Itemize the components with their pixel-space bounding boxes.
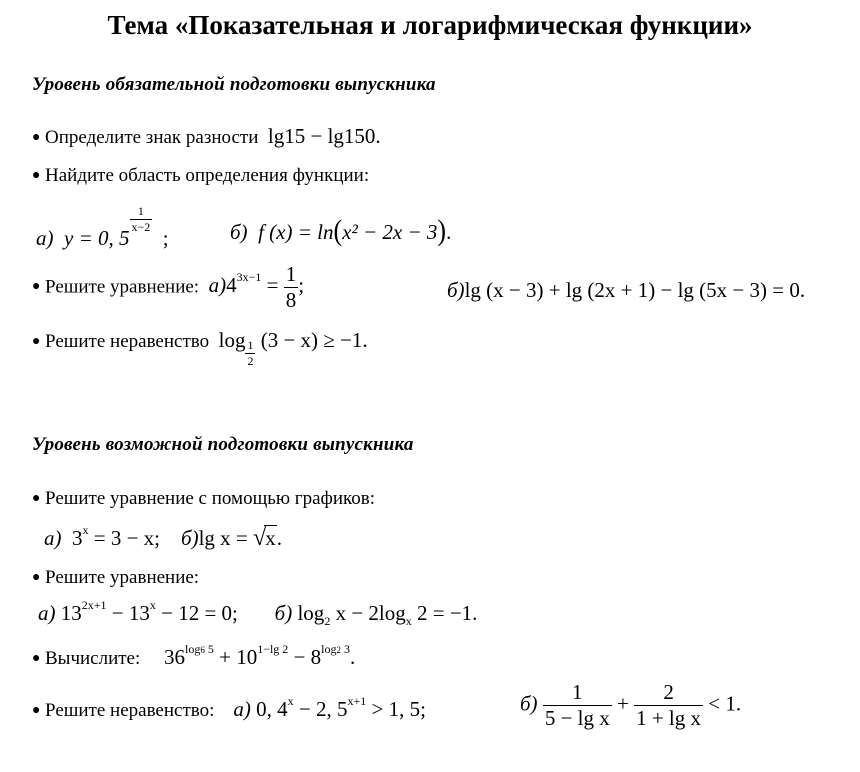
bullet-icon: ● (32, 570, 41, 585)
fraction: $\frac{2}{\text{1 + lg x}}$ (636, 680, 702, 730)
bullet-icon: ● (32, 168, 41, 183)
part-label: б) (447, 278, 465, 302)
math-expression: lg (x − 3) + lg (2x + 1) − lg (5x − 3) = 0. (464, 278, 806, 302)
part-label: а) (233, 697, 251, 721)
task-inequality-1: ● Решите неравенство log $\frac{1}{2}$ (3 − x) ≥ −1. (32, 328, 368, 368)
task-text: Определите знак разности (45, 127, 259, 148)
part-label: а) (208, 273, 227, 298)
math-expression: lg15 − lg150. (267, 124, 381, 148)
task-inequality-2-part-b: б) $\frac{1}{\text{5 − lg x}}$ + $\frac{2}{\text{1 + lg x}}$ < 1. (520, 680, 742, 730)
task-graph-equation-parts: а) $3^x = 3 - x$; б)lg x = √x. (44, 523, 282, 551)
math-expression: (3 − x) ≥ −1. (260, 328, 368, 352)
task-text: Решите уравнение: (45, 276, 200, 298)
part-label: а) (44, 526, 62, 550)
bullet-icon: ● (32, 651, 41, 666)
task-text: Найдите область определения функции: (45, 165, 370, 186)
section-heading-possible: Уровень возможной подготовки выпускника (32, 434, 414, 455)
task-solve-equation-1-part-b (447, 278, 805, 303)
fraction: $\frac{1}{\text{5 − lg x}}$ (544, 680, 610, 730)
exponent-fraction: $\frac{1}{x-2}$ (131, 204, 151, 234)
page-title: Тема «Показательная и логарифмическая функции» (107, 10, 753, 40)
bullet-icon: ● (32, 279, 41, 295)
task-text: Решите неравенство (45, 331, 210, 352)
task-graph-equation (32, 488, 375, 510)
task-domain-part-a: а) y = 0, 5 $\frac{1}{x-2}$ ; (36, 204, 169, 250)
task-text: Вычислите: (45, 648, 141, 669)
task-compute: ● Вычислите: $36^{log6 5} + 10^{1-lg 2} - 8^{log2 3}$. (32, 642, 356, 669)
task-text: Решите уравнение: (45, 567, 200, 588)
task-solve-equation-2 (32, 567, 199, 589)
part-label: а) (36, 226, 54, 250)
square-root: √x (253, 525, 276, 551)
task-inequality-2: ● Решите неравенство: а) 0, $4^x - 2$, $5^{x+1} > 1$, 5; (32, 694, 426, 721)
part-label: б) (181, 526, 199, 550)
task-text: Решите уравнение с помощью графиков: (45, 488, 376, 509)
part-label: б) (274, 601, 293, 625)
task-text: Решите неравенство: (45, 700, 215, 721)
math-expression: y = 0, 5 (64, 226, 130, 250)
task-domain (32, 165, 369, 187)
section-heading-mandatory: Уровень обязательной подготовки выпускника (32, 74, 436, 95)
bullet-icon: ● (32, 334, 41, 349)
part-label: б) (520, 691, 538, 716)
math-expression: f (x) = ln (258, 220, 334, 244)
fraction: $\frac{1}{8}$ (285, 262, 297, 312)
bullet-icon: ● (32, 703, 41, 718)
part-label: а) (38, 601, 56, 625)
log-base-fraction: $\frac{1}{2}$ (247, 338, 254, 368)
task-domain-part-b: б) f (x) = ln(x² − 2x − 3). (230, 213, 452, 248)
bullet-icon: ● (32, 130, 41, 145)
bullet-icon: ● (32, 491, 41, 506)
task-sign-difference (32, 124, 381, 149)
part-label: б) (230, 220, 248, 244)
task-solve-equation-1: ● Решите уравнение: $а)4^{3x-1}$ = $\frac{1}{8}$ ; (32, 262, 305, 312)
task-solve-equation-2-parts: а) $13^{2x+1} - 13^x - 12 = 0$; б) $\log_2 x - 2\log_x$ 2 = −1. (38, 598, 478, 628)
